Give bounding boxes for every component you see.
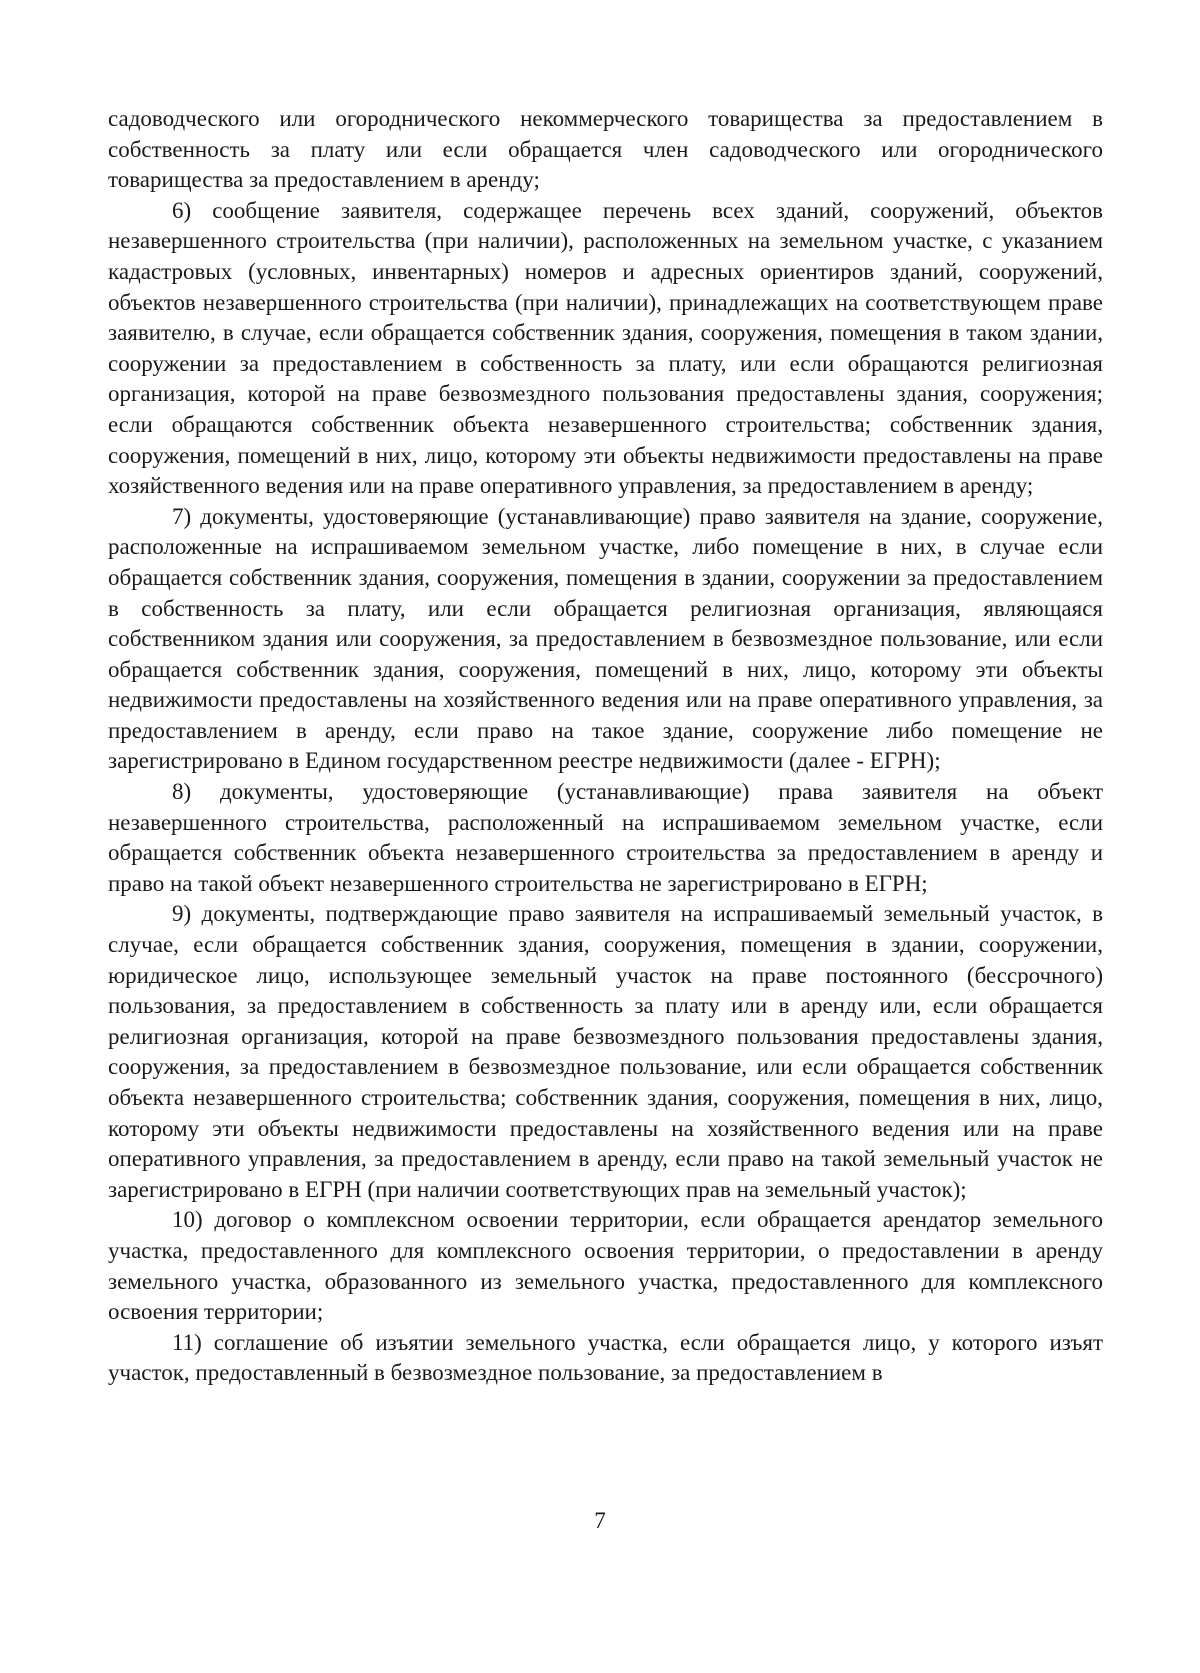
- paragraph-item-9: 9) документы, подтверждающие право заявителя на испрашиваемый земельный участок, в случае, если обращается собственник здания, сооружения, помещения в здании, сооружении, юридическое лицо, использующее земельный участок на праве постоянного (бессрочного) пользования, за предоставлением в собственность за плату или в аренду или, если обращается религиозная организация, которой на праве безвозмездного пользования предоставлены здания, сооружения, за предоставлением в безвозмездное пользование, или если обращается собственник объекта незавершенного строительства; собственник здания, сооружения, помещения в них, лицо, которому эти объекты недвижимости предоставлены на хозяйственного ведения или на праве оперативного управления, за предоставлением в аренду, если право на такой земельный участок не зарегистрировано в ЕГРН (при наличии соответствующих прав на земельный участок);: [108, 901, 1103, 1202]
- paragraph-item-8: 8) документы, удостоверяющие (устанавливающие) права заявителя на объект незавершенного строительства, расположенный на испрашиваемом земельном участке, если обращается собственник объекта незавершенного строительства за предоставлением в аренду и право на такой объект незавершенного строительства не зарегистрировано в ЕГРН;: [108, 779, 1103, 896]
- document-body: [108, 104, 1103, 1389]
- page-number: 7: [594, 1508, 606, 1533]
- paragraph-item-10: 10) договор о комплексном освоении территории, если обращается арендатор земельного участка, предоставленного для комплексного освоения территории, о предоставлении в аренду земельного участка, образованного из земельного участка, предоставленного для комплексного освоения территории;: [108, 1207, 1103, 1325]
- paragraph-item-6: 6) сообщение заявителя, содержащее перечень всех зданий, сооружений, объектов незавершенного строительства (при наличии), расположенных на земельном участке, с указанием кадастровых (условных, инвентарных) номеров и адресных ориентиров зданий, сооружений, объектов незавершенного строительства (при наличии), принадлежащих на соответствующем праве заявителю, в случае, если обращается собственник здания, сооружения, помещения в таком здании, сооружении за предоставлением в собственность за плату, или если обращаются религиозная организация, которой на праве безвозмездного пользования предоставлены здания, сооружения; если обращаются собственник объекта незавершенного строительства; собственник здания, сооружения, помещений в них, лицо, которому эти объекты недвижимости предоставлены на праве хозяйственного ведения или на праве оперативного управления, за предоставлением в аренду;: [108, 197, 1103, 499]
- paragraph-item-11: 11) соглашение об изъятии земельного участка, если обращается лицо, у которого изъят участок, предоставленный в безвозмездное пользование, за предоставлением в: [108, 1329, 1103, 1386]
- paragraph-continuation: садоводческого или огороднического некоммерческого товарищества за предоставлением в собственность за плату или если обращается член садоводческого или огороднического товарищества за предоставлением в аренду;: [108, 106, 1103, 193]
- paragraph-item-7: 7) документы, удостоверяющие (устанавливающие) право заявителя на здание, сооружение, расположенные на испрашиваемом земельном участке, либо помещение в них, в случае если обращается собственник здания, сооружения, помещения в здании, сооружении за предоставлением в собственность за плату, или если обращается религиозная организация, являющаяся собственником здания или сооружения, за предоставлением в безвозмездное пользование, или если обращается собственник здания, сооружения, помещений в них, лицо, которому эти объекты недвижимости предоставлены на хозяйственного ведения или на праве оперативного управления, за предоставлением в аренду, если право на такое здание, сооружение либо помещение не зарегистрировано в Едином государственном реестре недвижимости (далее - ЕГРН);: [108, 503, 1103, 774]
